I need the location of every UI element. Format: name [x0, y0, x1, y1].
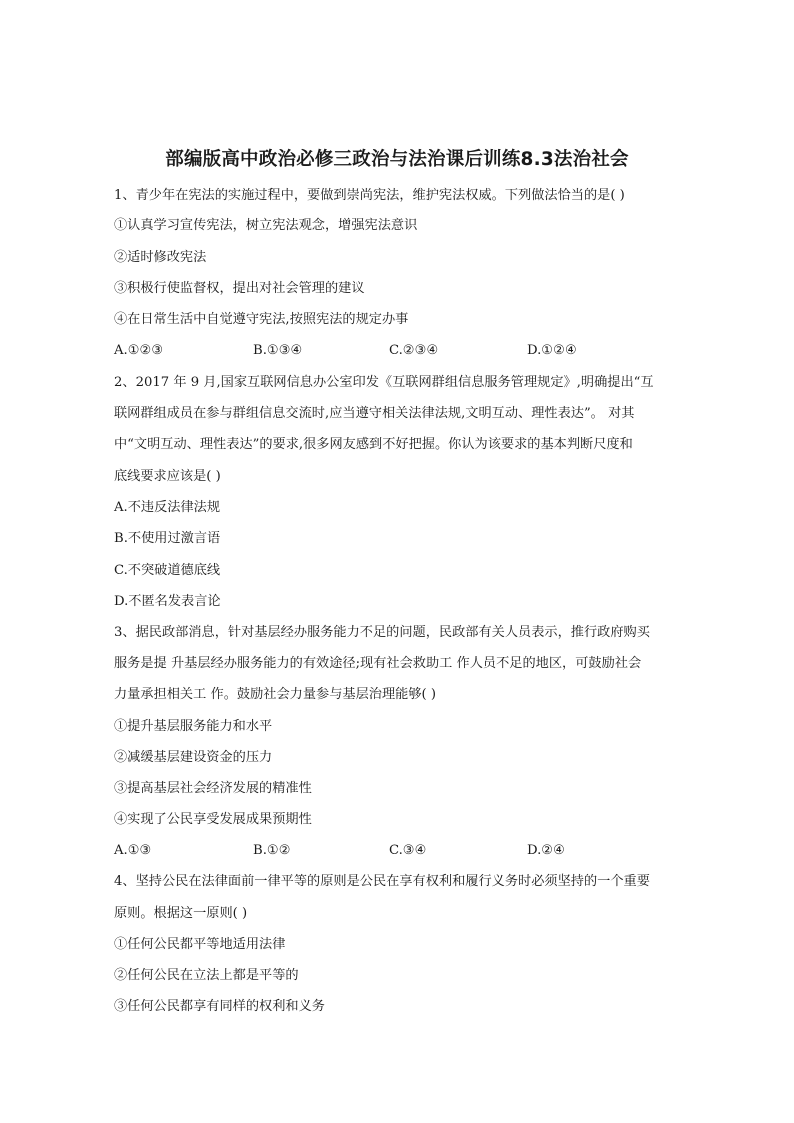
- q1-item-3: ③积极行使监督权，提出对社会管理的建议: [114, 281, 365, 296]
- q4-item-3: ③任何公民都享有同样的权利和义务: [114, 999, 325, 1014]
- q3-option-b: B.①②: [253, 843, 291, 858]
- q1-stem: 1、青少年在宪法的实施过程中，要做到崇尚宪法，维护宪法权威。下列做法恰当的是( ): [114, 188, 625, 203]
- q1-option-a: A.①②③: [114, 343, 164, 358]
- page-title: 部编版高中政治必修三政治与法治课后训练8.3法治社会: [165, 149, 629, 170]
- q4-stem-line-1: 4、坚持公民在法律面前一律平等的原则是公民在享有权利和履行义务时必须坚持的一个重要: [114, 874, 650, 889]
- q3-item-1: ①提升基层服务能力和水平: [114, 719, 273, 734]
- q3-item-4: ④实现了公民享受发展成果预期性: [114, 812, 312, 827]
- q4-item-1: ①任何公民都平等地适用法律: [114, 937, 286, 952]
- q2-option-c: C.不突破道德底线: [114, 563, 221, 578]
- q2-option-b: B.不使用过激言语: [114, 531, 221, 546]
- q3-option-d: D.②④: [527, 843, 565, 858]
- q3-stem-line-1: 3、据民政部消息，针对基层经办服务能力不足的问题，民政部有关人员表示，推行政府购买: [114, 625, 650, 640]
- q3-stem-line-2: 服务是提 升基层经办服务能力的有效途径;现有社会救助工 作人员不足的地区，可鼓励社会: [114, 656, 642, 671]
- q1-option-b: B.①③④: [253, 343, 303, 358]
- q3-item-2: ②减缓基层建设资金的压力: [114, 750, 273, 765]
- q3-stem-line-3: 力量承担相关工 作。鼓励社会力量参与基层治理能够( ): [114, 687, 436, 702]
- q1-item-4: ④在日常生活中自觉遵守宪法,按照宪法的规定办事: [114, 312, 409, 327]
- q1-item-1: ①认真学习宣传宪法，树立宪法观念，增强宪法意识: [114, 218, 418, 233]
- q2-option-a: A.不违反法律法规: [114, 500, 221, 515]
- q2-stem-line-3: 中“文明互动、理性表达”的要求,很多网友感到不好把握。你认为该要求的基本判断尺度和: [114, 437, 633, 452]
- q2-stem-line-2: 联网群组成员在参与群组信息交流时,应当遵守相关法律法规,文明互动、理性表达”。 对其: [114, 406, 635, 421]
- q2-stem-line-1: 2、2017 年 9 月,国家互联网信息办公室印发《互联网群组信息服务管理规定》,明确提出“互: [114, 375, 654, 390]
- q1-item-2: ②适时修改宪法: [114, 250, 207, 265]
- q2-stem-line-4: 底线要求应该是( ): [114, 469, 221, 484]
- q4-stem-line-2: 原则。根据这一原则( ): [114, 906, 248, 921]
- q3-option-c: C.③④: [389, 843, 427, 858]
- q1-option-d: D.①②④: [527, 343, 577, 358]
- q4-item-2: ②任何公民在立法上都是平等的: [114, 968, 299, 983]
- q2-option-d: D.不匿名发表言论: [114, 594, 221, 609]
- q1-option-c: C.②③④: [389, 343, 439, 358]
- q3-option-a: A.①③: [114, 843, 152, 858]
- q3-item-3: ③提高基层社会经济发展的精准性: [114, 781, 312, 796]
